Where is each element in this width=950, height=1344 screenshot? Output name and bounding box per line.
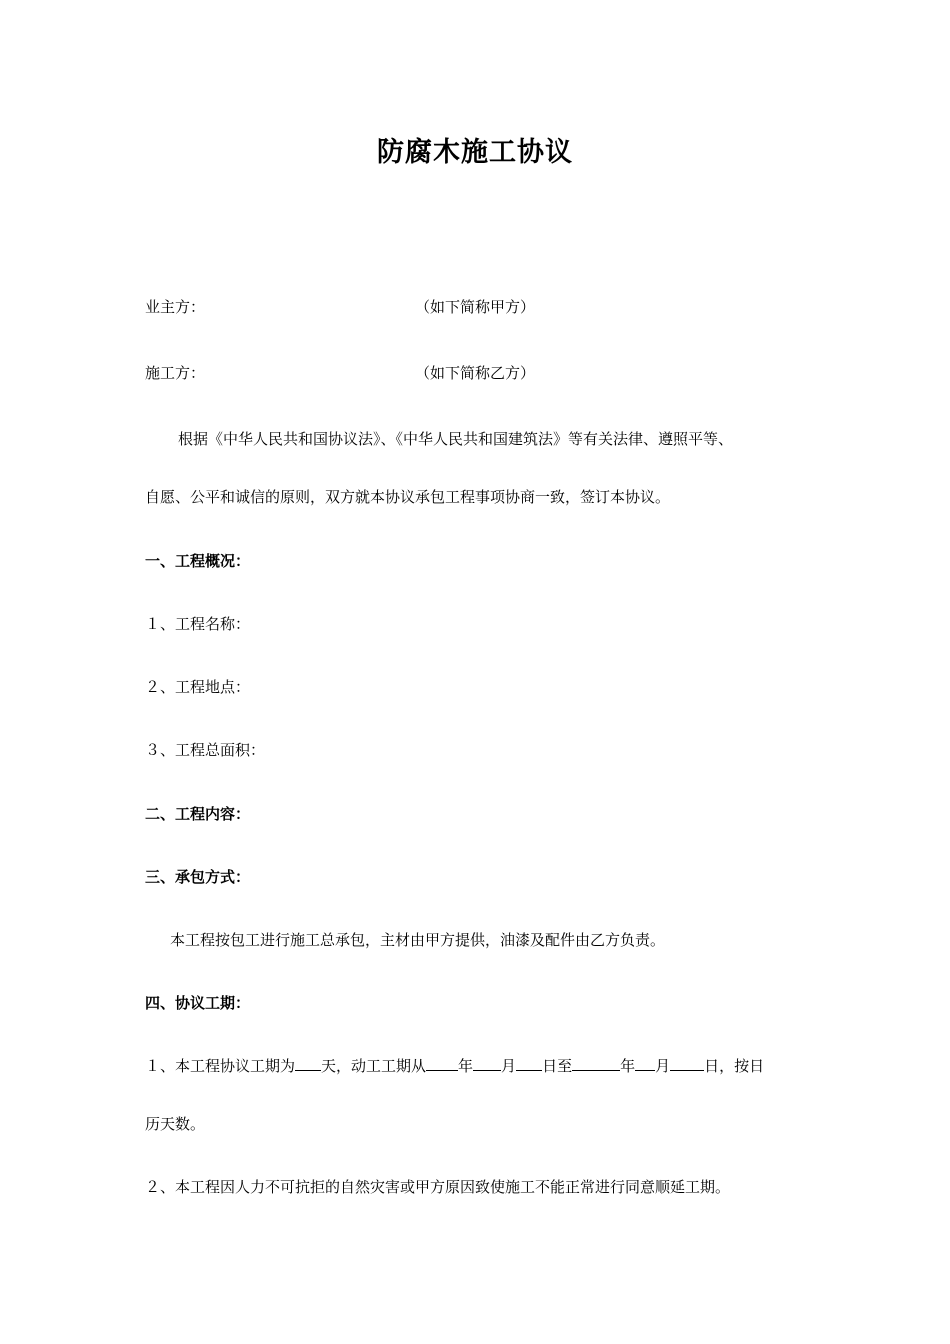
schedule-item-1-continued: 历天数。 bbox=[145, 1115, 206, 1133]
contract-method-text: 本工程按包工进行施工总承包，主材由甲方提供，油漆及配件由乙方负责。 bbox=[170, 931, 666, 949]
schedule-text: 日，按日 bbox=[704, 1057, 765, 1075]
section-4-heading: 四、协议工期： bbox=[145, 994, 251, 1012]
document-title: 防腐木施工协议 bbox=[377, 137, 573, 168]
intro-line-1: 根据《中华人民共和国协议法》、《中华人民共和国建筑法》等有关法律、遵照平等、 bbox=[178, 430, 734, 448]
project-name-item: １、工程名称： bbox=[145, 615, 251, 633]
project-location-item: ２、工程地点： bbox=[145, 678, 251, 696]
end-month-blank[interactable] bbox=[635, 1056, 655, 1071]
end-day-blank[interactable] bbox=[670, 1056, 704, 1071]
section-1-heading: 一、工程概况： bbox=[145, 552, 251, 570]
schedule-text: 年 bbox=[458, 1057, 474, 1075]
schedule-item-2: ２、本工程因人力不可抗拒的自然灾害或甲方原因致使施工不能正常进行同意顺延工期。 bbox=[145, 1178, 731, 1196]
schedule-text: 天，动工工期从 bbox=[321, 1057, 427, 1075]
intro-line-2: 自愿、公平和诚信的原则，双方就本协议承包工程事项协商一致，签订本协议。 bbox=[145, 488, 671, 506]
owner-label: 业主方： bbox=[145, 298, 206, 316]
contractor-alias: （如下简称乙方） bbox=[415, 364, 536, 382]
schedule-text: 月 bbox=[655, 1057, 671, 1075]
start-year-blank[interactable] bbox=[426, 1056, 458, 1071]
project-area-item: ３、工程总面积： bbox=[145, 741, 266, 759]
schedule-item-1 bbox=[145, 1055, 764, 1076]
section-2-heading: 二、工程内容： bbox=[145, 805, 251, 823]
start-month-blank[interactable] bbox=[473, 1056, 501, 1071]
days-blank[interactable] bbox=[295, 1056, 321, 1071]
schedule-text: 日至 bbox=[542, 1057, 573, 1075]
schedule-text: １、本工程协议工期为 bbox=[145, 1057, 296, 1075]
start-day-blank[interactable] bbox=[516, 1056, 542, 1071]
schedule-text: 年 bbox=[620, 1057, 636, 1075]
schedule-text: 月 bbox=[501, 1057, 517, 1075]
owner-alias: （如下简称甲方） bbox=[415, 298, 536, 316]
contractor-label: 施工方： bbox=[145, 364, 206, 382]
end-year-blank[interactable] bbox=[572, 1056, 620, 1071]
section-3-heading: 三、承包方式： bbox=[145, 868, 251, 886]
